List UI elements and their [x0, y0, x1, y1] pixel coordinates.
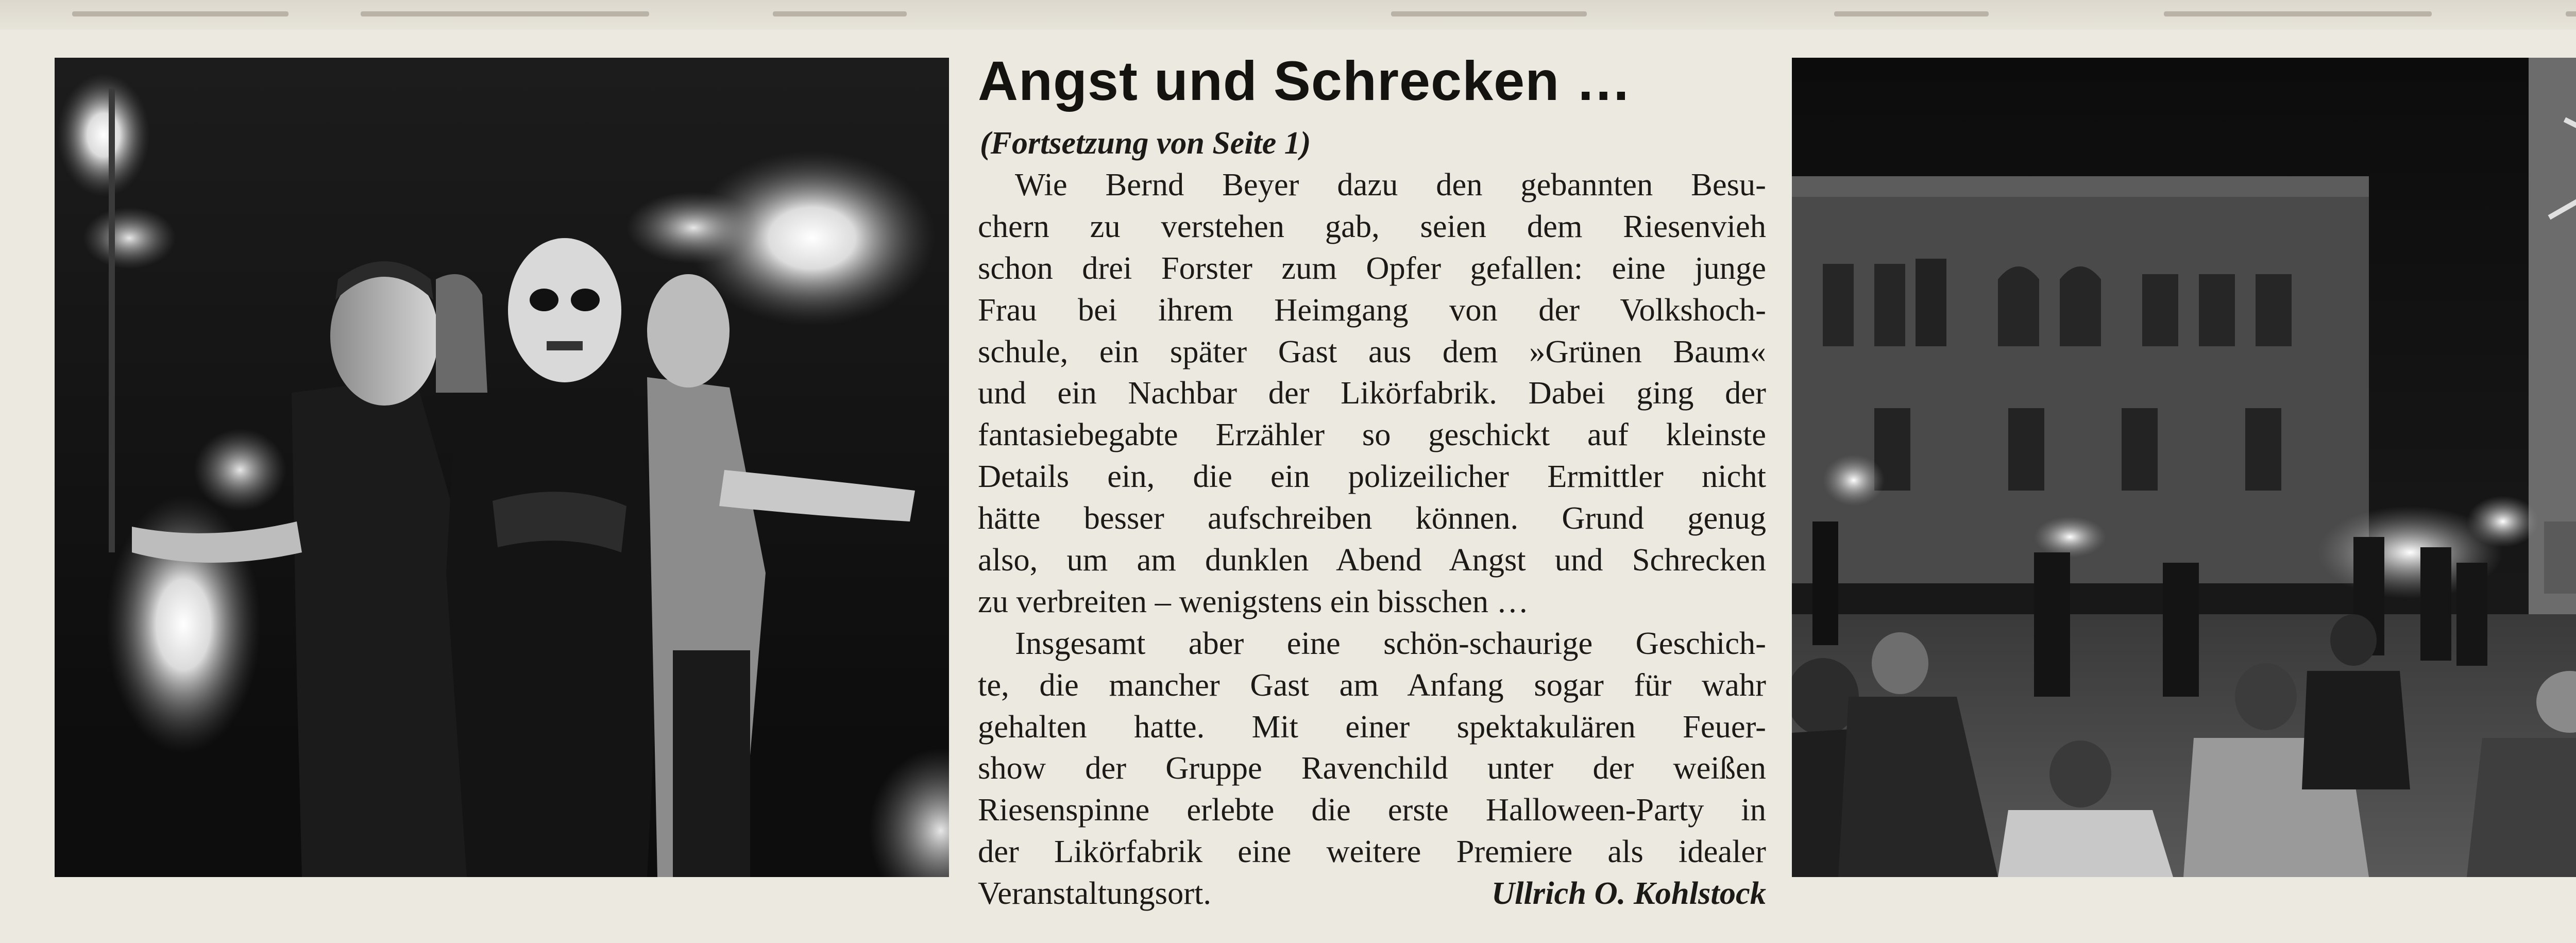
bleed-through-mark — [2566, 11, 2576, 16]
article-line: fantasiebegabte Erzähler so geschickt auf kleinste — [978, 416, 1766, 453]
headline: Angst und Schrecken … — [978, 49, 1632, 112]
bleed-through-mark — [773, 11, 907, 16]
photo-fire-performers — [55, 58, 949, 877]
article-line: gehalten hatte. Mit einer spektakulären Feuer- — [978, 708, 1766, 745]
article-line: Details ein, die ein polizeilicher Ermittler nicht — [978, 458, 1766, 495]
article — [978, 42, 1766, 912]
photo-night-courtyard-spider — [1792, 58, 2576, 877]
author-byline: Ullrich O. Kohlstock — [1491, 875, 1766, 912]
article-body — [978, 164, 1766, 914]
article-line: hätte besser aufschreiben können. Grund genug — [978, 500, 1766, 536]
bleed-through-mark — [2164, 11, 2432, 16]
article-line: Veranstaltungsort. — [978, 875, 1212, 912]
article-line: te, die mancher Gast am Anfang sogar für wahr — [978, 666, 1766, 703]
bleed-through-mark — [1834, 11, 1989, 16]
article-line: chern zu verstehen gab, seien dem Riesenvieh — [978, 208, 1766, 244]
bleed-through-mark — [72, 11, 289, 16]
article-line: zu verbreiten – wenigstens ein bisschen … — [978, 583, 1529, 619]
clipping-top-edge — [0, 0, 2576, 30]
article-line: Frau bei ihrem Heimgang von der Volkshoch- — [978, 291, 1766, 328]
article-line: Insgesamt aber eine schön-schaurige Geschich- — [1015, 625, 1766, 661]
continued-note: (Fortsetzung von Seite 1) — [980, 126, 1311, 161]
article-line: Riesenspinne erlebte die erste Halloween-Party in — [978, 792, 1766, 828]
article-line: schon drei Forster zum Opfer gefallen: eine junge — [978, 249, 1766, 286]
bleed-through-mark — [1391, 11, 1587, 16]
article-line: also, um am dunklen Abend Angst und Schrecken — [978, 542, 1766, 578]
fire-performers-image — [55, 58, 949, 877]
article-line: show der Gruppe Ravenchild unter der weißen — [978, 750, 1766, 786]
article-last-line — [978, 872, 1766, 914]
article-line: der Likörfabrik eine weitere Premiere als idealer — [978, 833, 1766, 870]
courtyard-image — [1792, 58, 2576, 877]
article-line: Wie Bernd Beyer dazu den gebannten Besu- — [1015, 166, 1766, 203]
bleed-through-mark — [361, 11, 649, 16]
article-line: und ein Nachbar der Likörfabrik. Dabei ging der — [978, 375, 1766, 411]
article-line: schule, ein später Gast aus dem »Grünen Baum« — [978, 333, 1766, 369]
